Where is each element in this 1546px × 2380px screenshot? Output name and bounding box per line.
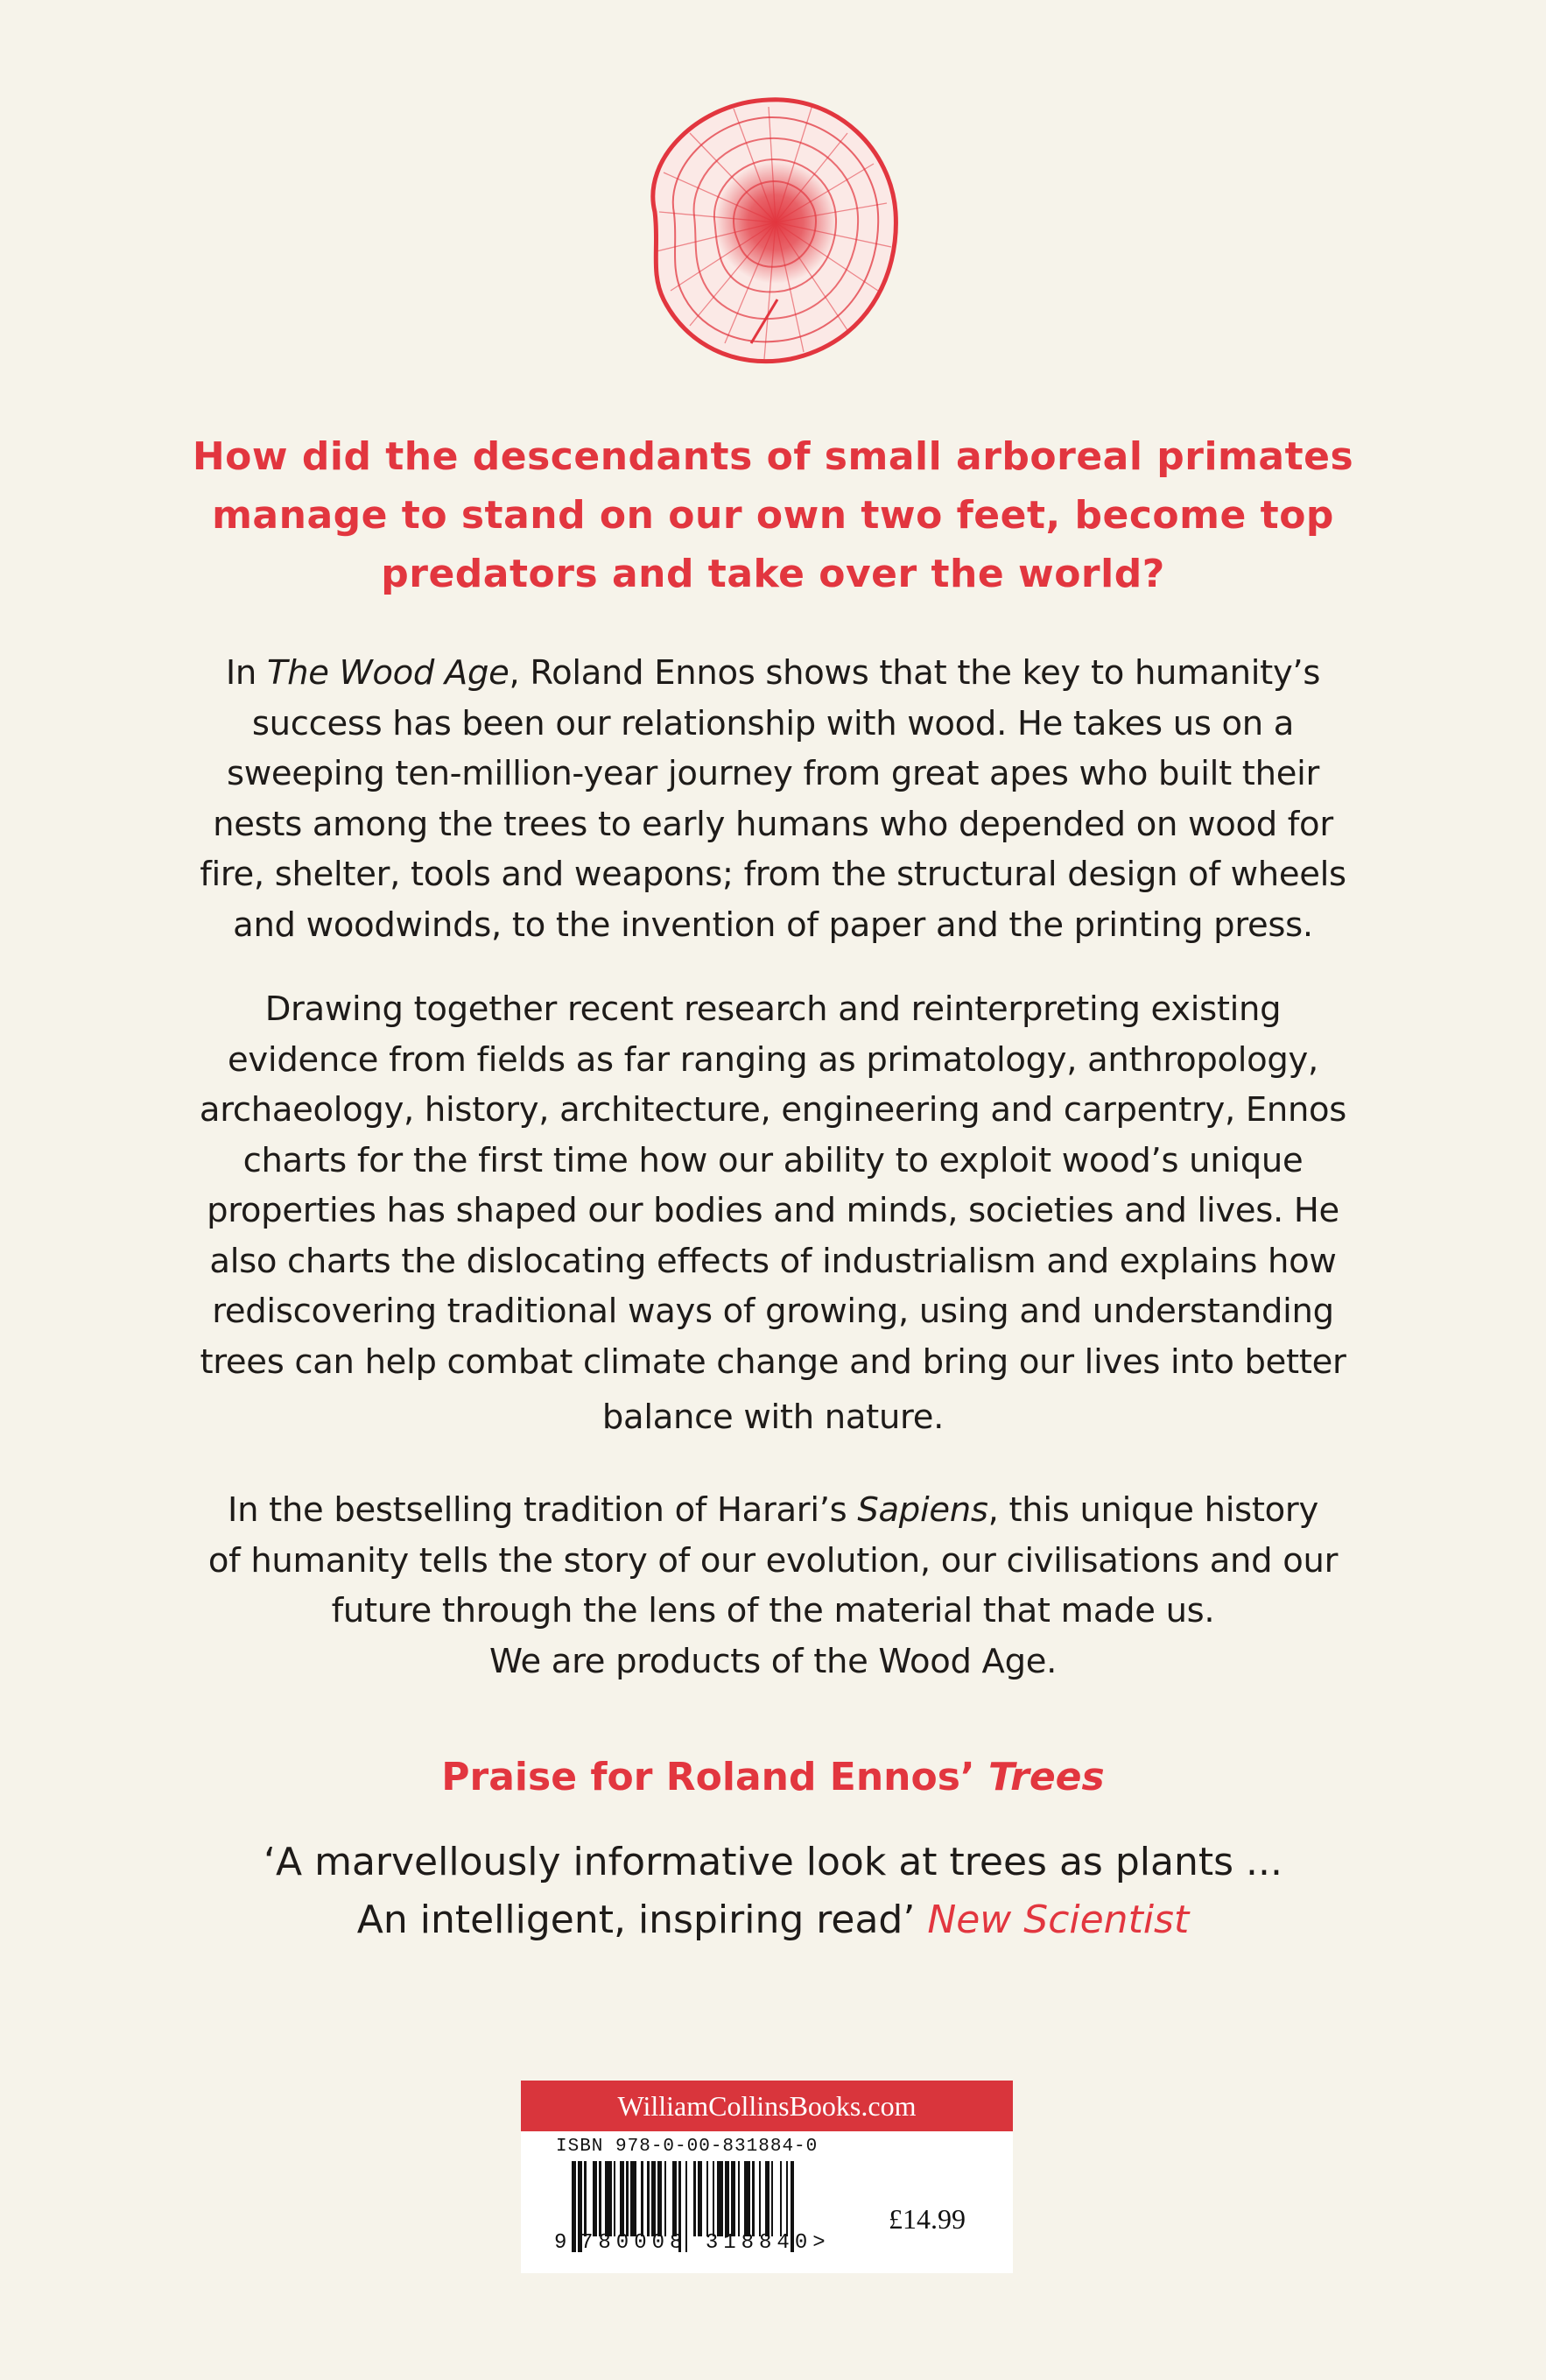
barcode-bar — [651, 2161, 656, 2236]
paragraph-line: We are products of the Wood Age. — [488, 1641, 1058, 1681]
barcode-bar — [744, 2161, 750, 2236]
price-label: £14.99 — [889, 2203, 966, 2235]
description-paragraph-3 — [105, 1485, 1441, 1686]
isbn-label: ISBN 978-0-00-831884-0 — [556, 2137, 819, 2157]
barcode-first-digit: 9 — [554, 2231, 567, 2255]
review-quote — [105, 1834, 1441, 1949]
text-fragment: Praise for Roland Ennos’ — [441, 1755, 988, 1799]
quote-source: New Scientist — [927, 1898, 1190, 1942]
headline-line: predators and take over the world? — [381, 552, 1165, 596]
paragraph-line: sweeping ten-million-year journey from great apes who built their — [226, 754, 1320, 793]
barcode-panel — [521, 2081, 1013, 2273]
barcode-bar — [780, 2161, 782, 2236]
barcode-bar — [641, 2161, 643, 2236]
paragraph-line: balance with nature. — [601, 1398, 945, 1437]
barcode-bar — [771, 2161, 773, 2236]
headline-line: How did the descendants of small arboreal primates — [192, 434, 1354, 479]
barcode-bar — [698, 2161, 702, 2236]
headline-line: manage to stand on our own two feet, become top — [212, 493, 1334, 538]
barcode-bar — [630, 2161, 636, 2236]
paragraph-line: nests among the trees to early humans who depended on wood for — [213, 804, 1333, 844]
barcode-bar — [614, 2161, 615, 2236]
text-fragment: > — [812, 2231, 831, 2255]
barcode-bar — [605, 2161, 611, 2236]
paragraph-line: fire, shelter, tools and weapons; from the structural design of wheels — [200, 855, 1346, 894]
barcode-bar — [647, 2161, 649, 2236]
paragraph-line: Drawing together recent research and reinterpreting existing — [264, 989, 1282, 1029]
barcode-bar — [664, 2161, 666, 2236]
barcode-bar — [765, 2161, 769, 2236]
paragraph-line: evidence from fields as far ranging as primatology, anthropology, — [228, 1039, 1318, 1080]
barcode-bar — [572, 2161, 576, 2252]
text-fragment: In — [225, 653, 267, 693]
barcode-digits — [580, 2231, 831, 2255]
quote-line: ‘A marvellously informative look at trees as plants ... — [264, 1840, 1282, 1884]
barcode-bar — [672, 2161, 677, 2236]
paragraph-line: success has been our relationship with wood. He takes us on a — [251, 703, 1295, 743]
tree-ring-icon — [602, 81, 917, 378]
barcode-bar — [626, 2161, 628, 2236]
barcode-bar — [584, 2161, 586, 2236]
paragraph-line: of humanity tells the story of our evolution, our civilisations and our — [207, 1540, 1339, 1581]
barcode-bar — [713, 2161, 714, 2236]
barcode-bar — [620, 2161, 624, 2236]
paragraph-line: rediscovering traditional ways of growing, using and understanding — [212, 1292, 1334, 1331]
paragraph-line: trees can help combat climate change and bring our lives into better — [200, 1341, 1346, 1382]
text-fragment: , this unique history — [987, 1490, 1318, 1530]
book-title-the-wood-age: The Wood Age — [266, 653, 509, 693]
text-fragment: An intelligent, inspiring read’ — [356, 1898, 928, 1942]
barcode-bar — [725, 2161, 729, 2236]
publisher-website[interactable]: WilliamCollinsBooks.com — [521, 2081, 1013, 2131]
barcode-bar — [738, 2161, 740, 2236]
text-fragment: , Roland Ennos shows that the key to humanity’s — [509, 653, 1321, 693]
paragraph-line: archaeology, history, architecture, engineering and carpentry, Ennos — [199, 1090, 1347, 1130]
barcode-bar — [593, 2161, 597, 2236]
description-paragraph-1 — [105, 648, 1441, 950]
barcode-bar — [599, 2161, 601, 2236]
paragraph-line — [105, 648, 1441, 699]
barcode-bar — [731, 2161, 735, 2236]
paragraph-line: charts for the first time how our ability to exploit wood’s unique — [242, 1140, 1304, 1180]
book-title-sapiens: Sapiens — [857, 1490, 988, 1530]
description-paragraph-2 — [105, 984, 1441, 1443]
paragraph-line: and woodwinds, to the invention of paper and the printing press. — [233, 905, 1313, 945]
book-title-trees: Trees — [987, 1755, 1105, 1799]
text-fragment: 780008 318840 — [580, 2231, 813, 2255]
paragraph-line: also charts the dislocating effects of industrialism and explains how — [209, 1241, 1337, 1281]
paragraph-line — [105, 1485, 1441, 1536]
barcode-bar — [657, 2161, 662, 2236]
barcode-bar — [706, 2161, 708, 2236]
barcode-bar — [786, 2161, 788, 2236]
text-fragment: In the bestselling tradition of Harari’s — [228, 1490, 858, 1530]
barcode-bar — [717, 2161, 723, 2236]
praise-heading — [105, 1751, 1441, 1804]
barcode-bar — [759, 2161, 761, 2236]
paragraph-line: future through the lens of the material that made us. — [331, 1591, 1215, 1630]
paragraph-line: properties has shaped our bodies and minds, societies and lives. He — [207, 1191, 1339, 1230]
barcode-bar — [693, 2161, 695, 2236]
quote-line — [105, 1891, 1441, 1949]
barcode-bar — [752, 2161, 754, 2236]
headline — [105, 427, 1441, 603]
